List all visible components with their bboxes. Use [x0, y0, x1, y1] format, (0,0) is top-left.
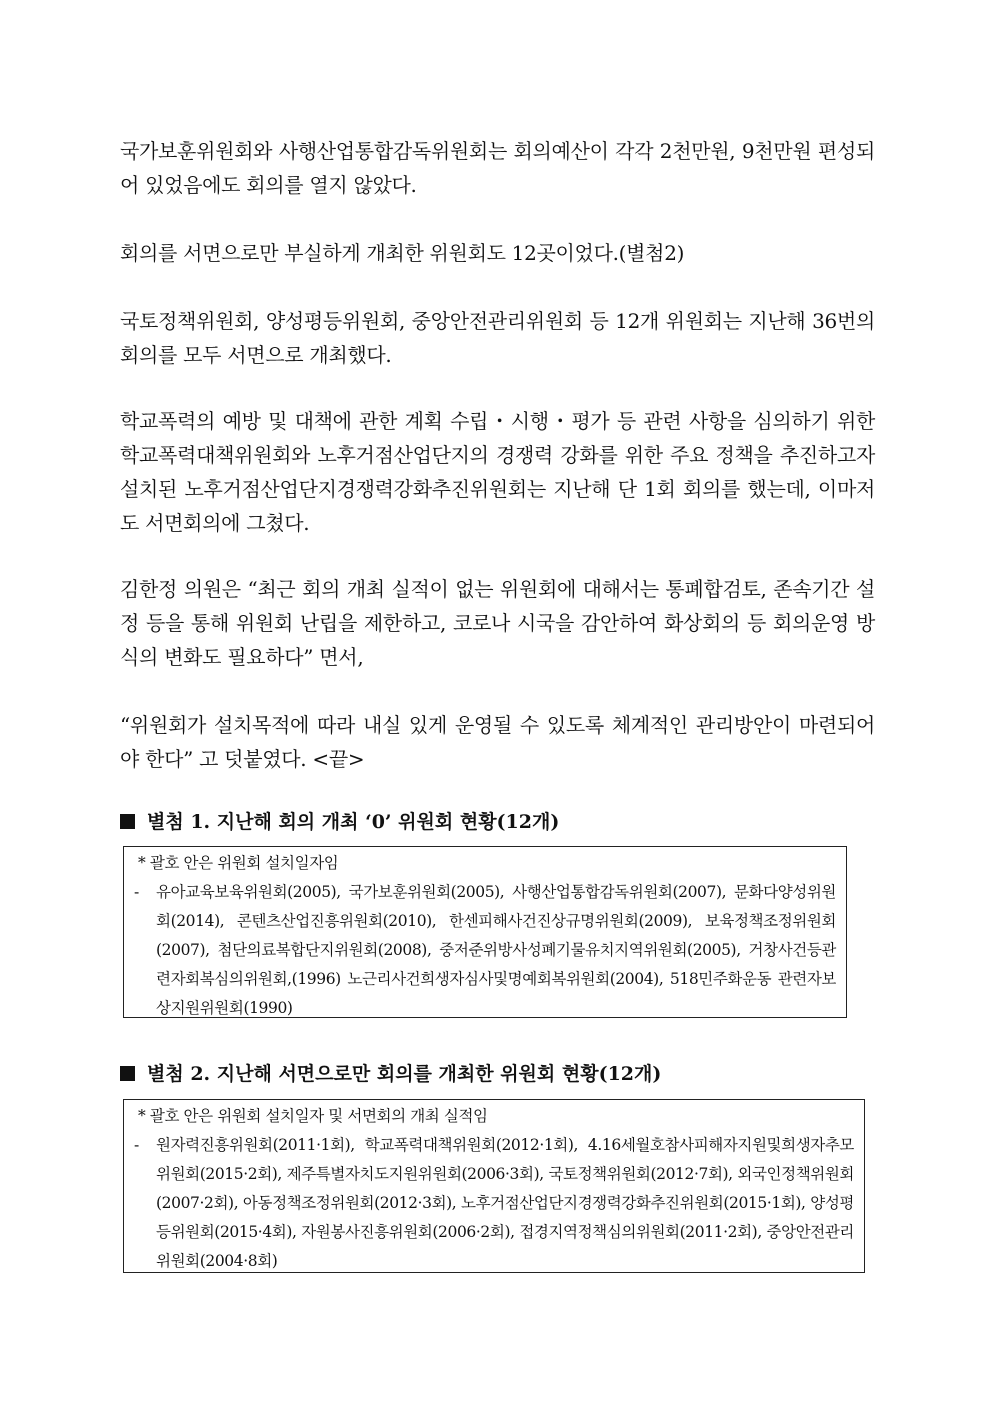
attachment2-list: 원자력진흥위원회(2011·1회), 학교폭력대책위원회(2012·1회), 4.16세월호참사피해자지원및희생자추모위원회(2015·2회), 제주특별자치도지원위원회(2006·3회), 국토정책위원회(2012·7회), 외국인정책위원회(2007·2회), 아동정책조정위원회(2012·3회), 노후거점산업단지경쟁력강화추진위원회(2015·1회), 양성평등위원회(2015·4회), 자원봉사진흥위원회(2006·2회), 접경지역정책심의위원회(2011·2회), 중앙안전관리위원회(2004·8회) — [156, 1136, 854, 1270]
attachment2-item — [134, 1131, 854, 1276]
dash-bullet: - — [134, 883, 139, 901]
attachment2-title: 별첨 2. 지난해 서면으로만 회의를 개최한 위원회 현황(12개) — [147, 1063, 662, 1085]
attachment1-item — [134, 878, 836, 1023]
attachment2-box — [123, 1099, 865, 1273]
paragraph-closing-quote: “위원회가 설치목적에 따라 내실 있게 운영될 수 있도록 체계적인 관리방안이 마련되어야 한다” 고 덧붙였다. <끝> — [120, 713, 875, 771]
attachment1-list: 유아교육보육위원회(2005), 국가보훈위원회(2005), 사행산업통합감독위원회(2007), 문화다양성위원회(2014), 콘텐츠산업진흥위원회(2010), 한센피해사건진상규명위원회(2009), 보육정책조정위원회(2007), 첨단의료복합단지위원회(2008), 중저준위방사성폐기물유치지역위원회(2005), 거창사건등관련자회복심의위원회,(1996) 노근리사건희생자심사및명예회복위원회(2004), 518민주화운동 관련자보상지원위원회(1990) — [156, 883, 836, 1017]
attachment2-heading — [120, 1060, 661, 1088]
attachment1-box — [123, 846, 847, 1018]
attachment1-heading — [120, 808, 559, 836]
attachment1-note: * 괄호 안은 위원회 설치일자임 — [138, 854, 339, 872]
paragraph-written-meetings: 회의를 서면으로만 부실하게 개최한 위원회도 12곳이었다.(별첨2) — [120, 241, 685, 265]
paragraph-twelve-committees: 국토정책위원회, 양성평등위원회, 중앙안전관리위원회 등 12개 위원회는 지난해 36번의 회의를 모두 서면으로 개최했다. — [120, 309, 875, 367]
paragraph-lawmaker-quote: 김한정 의원은 “최근 회의 개최 실적이 없는 위원회에 대해서는 통폐합검토, 존속기간 설정 등을 통해 위원회 난립을 제한하고, 코로나 시국을 감안하여 화상회의 등 회의운영 방식의 변화도 필요하다” 면서, — [120, 577, 875, 669]
attachment2-note: * 괄호 안은 위원회 설치일자 및 서면회의 개최 실적임 — [138, 1107, 488, 1125]
paragraph-school-violence: 학교폭력의 예방 및 대책에 관한 계획 수립・시행・평가 등 관련 사항을 심의하기 위한 학교폭력대책위원회와 노후거점산업단지의 경쟁력 강화를 위한 주요 정책을 추진하고자 설치된 노후거점산업단지경쟁력강화추진위원회는 지난해 단 1회 회의를 했는데, 이마저도 서면회의에 그쳤다. — [120, 409, 875, 535]
dash-bullet: - — [134, 1136, 139, 1154]
square-bullet-icon — [120, 1066, 135, 1081]
attachment1-title: 별첨 1. 지난해 회의 개최 ‘0’ 위원회 현황(12개) — [147, 811, 560, 833]
square-bullet-icon — [120, 814, 135, 829]
paragraph-budget: 국가보훈위원회와 사행산업통합감독위원회는 회의예산이 각각 2천만원, 9천만원 편성되어 있었음에도 회의를 열지 않았다. — [120, 139, 875, 197]
